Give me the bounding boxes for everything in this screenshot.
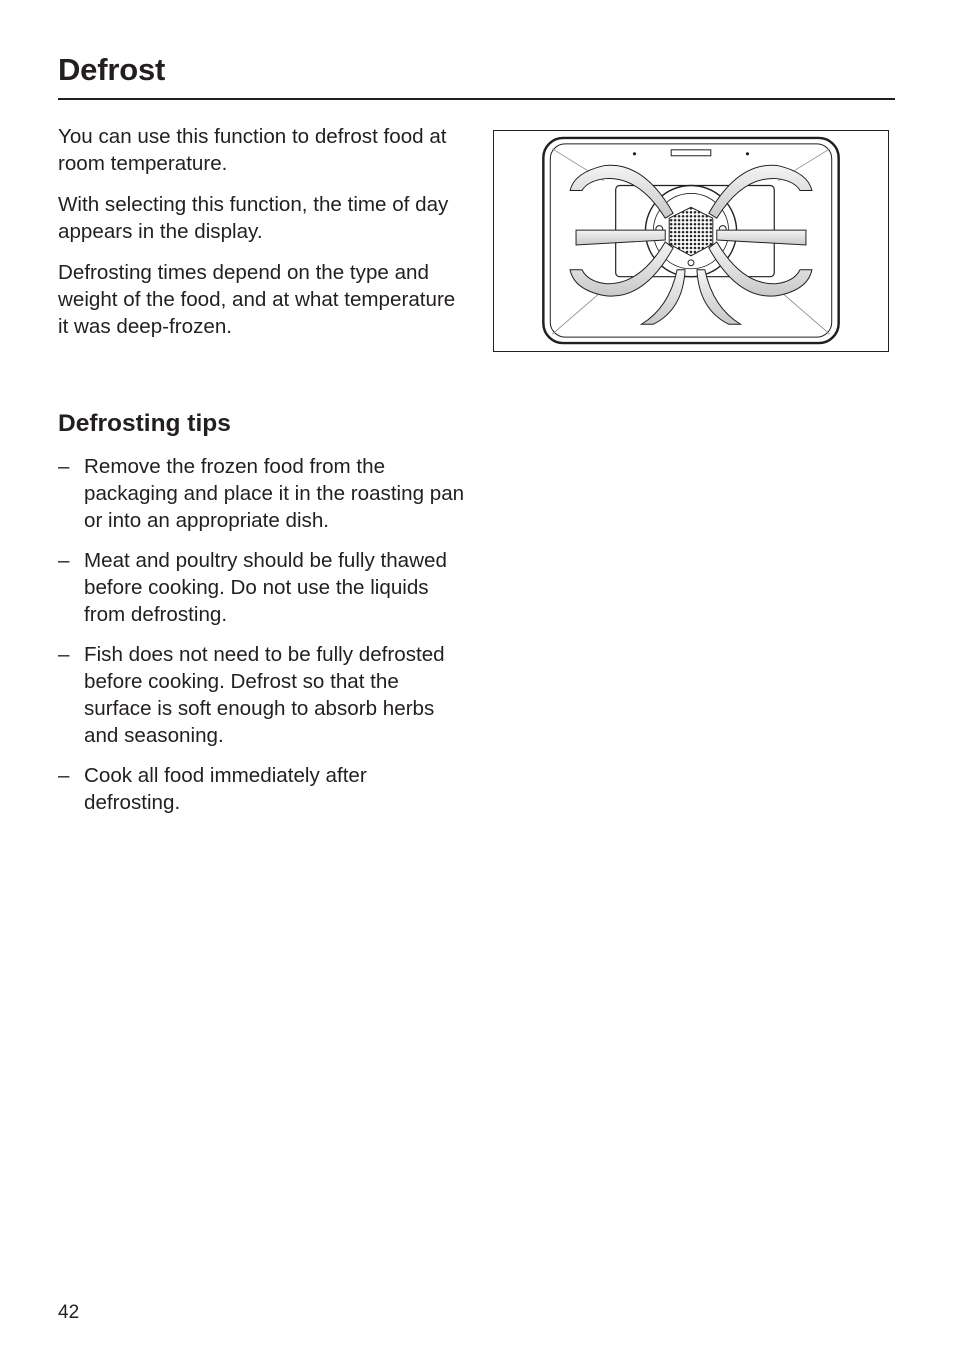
intro-paragraph: Defrosting times depend on the type and weight of the food, and at what temperature it was deep-frozen. bbox=[58, 261, 456, 338]
list-item bbox=[58, 762, 468, 816]
bullet-dash: – bbox=[58, 455, 70, 478]
tip-text: Remove the frozen food from the packaging and place it in the roasting pan or into an appropriate dish. bbox=[84, 455, 465, 532]
defrosting-tips-list bbox=[58, 453, 468, 829]
intro-paragraph: You can use this function to defrost food at room temperature. bbox=[58, 125, 447, 175]
section-heading: Defrosting tips bbox=[58, 410, 231, 437]
tip-text: Fish does not need to be fully defrosted before cooking. Defrost so that the surface is soft enough to absorb herbs and seasoning. bbox=[84, 643, 445, 747]
tip-text: Cook all food immediately after defrosting. bbox=[84, 764, 367, 814]
oven-airflow-illustration bbox=[493, 130, 889, 352]
list-item bbox=[58, 453, 468, 534]
list-item bbox=[58, 641, 468, 749]
list-item bbox=[58, 547, 468, 628]
bullet-dash: – bbox=[58, 549, 70, 572]
bullet-dash: – bbox=[58, 764, 70, 787]
tip-text: Meat and poultry should be fully thawed before cooking. Do not use the liquids from defrosting. bbox=[84, 549, 447, 626]
page-title: Defrost bbox=[58, 52, 166, 87]
intro-text bbox=[58, 123, 468, 354]
title-rule bbox=[58, 98, 895, 100]
intro-paragraph: With selecting this function, the time of day appears in the display. bbox=[58, 193, 449, 243]
oven-fan-airflow-icon bbox=[494, 131, 888, 351]
bullet-dash: – bbox=[58, 643, 70, 666]
page-number: 42 bbox=[58, 1302, 80, 1323]
